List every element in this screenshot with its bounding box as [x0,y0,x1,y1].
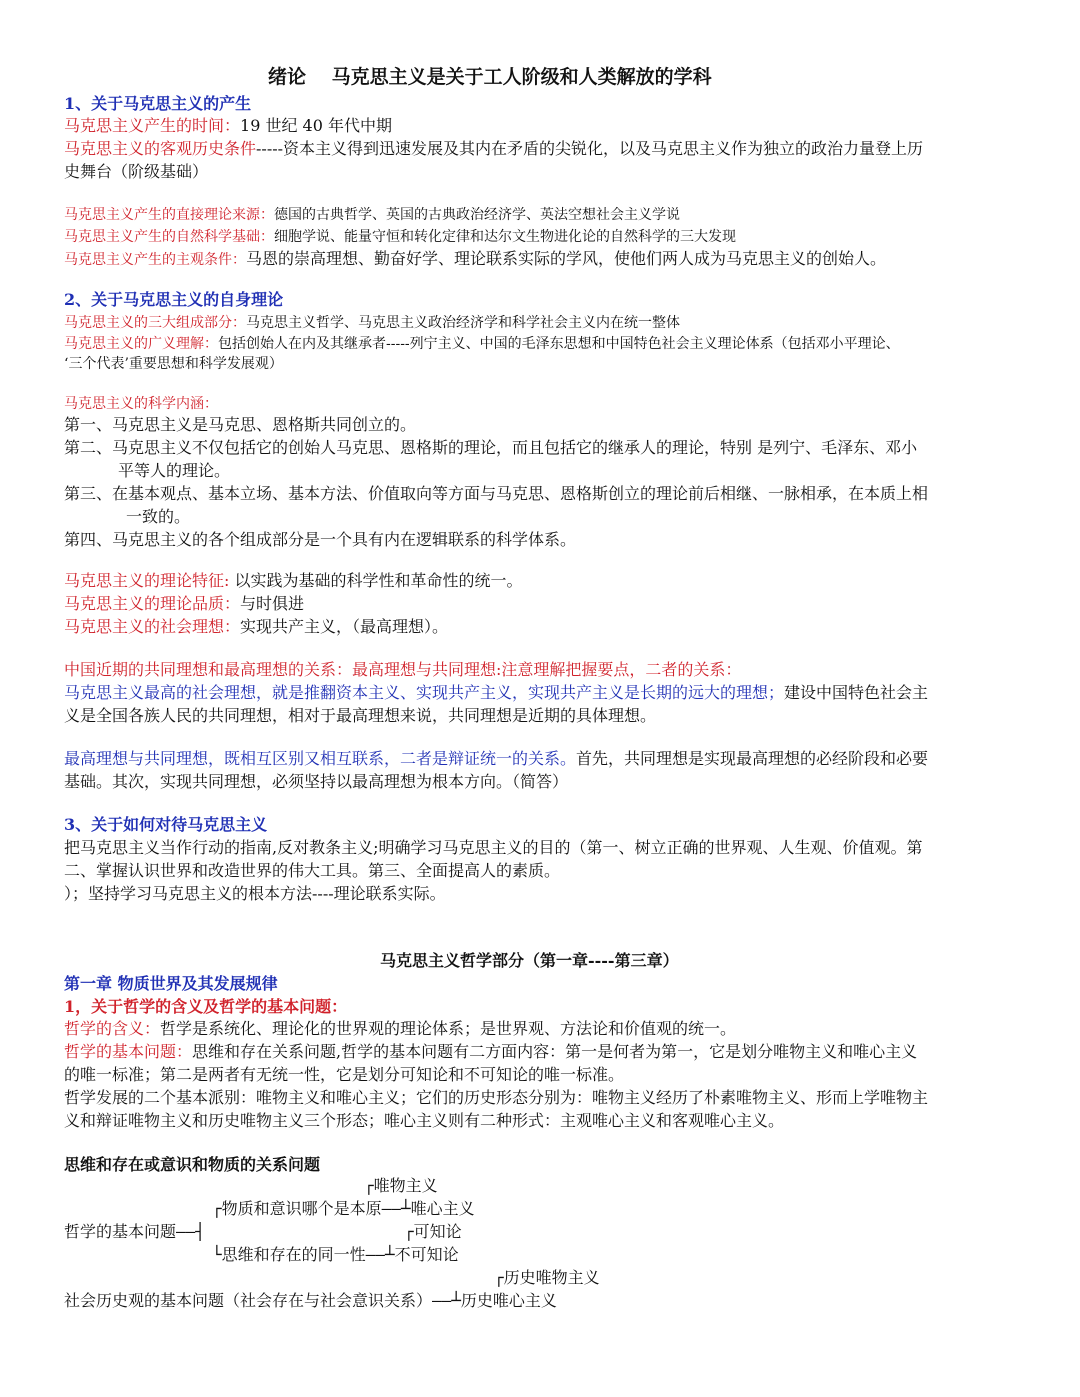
dialectical-unity [64,748,928,770]
theory-quality-value: 与时俱进 [240,594,305,613]
question-1-heading: 1，关于哲学的含义及哲学的基本问题： [64,997,348,1016]
dialectical-unity-cont: 基础。其次，实现共同理想，必须坚持以最高理想为根本方向。（简答） [64,772,569,791]
historical-materialism-node: ┌历史唯物主义 [494,1268,600,1287]
section-2-heading: 2、关于马克思主义的自身理论 [64,290,284,309]
social-ideal-label: 马克思主义的社会理想： [64,617,241,636]
broad-understanding-label: 马克思主义的广义理解： [64,336,218,352]
chapter-1-title: 第一章 物质世界及其发展规律 [64,974,278,993]
subjective-conditions [64,248,886,271]
philosophy-meaning-value: 哲学是系统化、理论化的世界观的理论体系；是世界观、方法论和价值观的统一。 [160,1019,737,1038]
social-ideal-value: 实现共产主义，（最高理想）。 [240,617,449,636]
connotation-point-4: 第四、马克思主义的各个组成部分是一个具有内在逻辑联系的科学体系。 [64,530,577,549]
ideal-relation-cont: 义是全国各族人民的共同理想，相对于最高理想来说，共同理想是近期的具体理想。 [64,706,657,725]
dialectical-unity-blue: 最高理想与共同理想，既相互区别又相互联系，二者是辩证统一的关系。 [64,749,577,768]
three-parts-value: 马克思主义哲学、马克思主义政治经济学和科学社会主义内在统一整体 [246,315,680,331]
historical-materialism-label: 历史唯物主义 [503,1268,600,1287]
relation-diagram-heading: 思维和存在或意识和物质的关系问题 [64,1155,321,1174]
philosophy-meaning-label: 哲学的含义： [64,1019,161,1038]
origin-time [64,115,392,137]
connotation-point-1: 第一、马克思主义是马克思、恩格斯共同创立的。 [64,415,417,434]
basic-question-label: 哲学的基本问题： [64,1042,193,1061]
materialism-label: 唯物主义 [373,1176,438,1195]
ideal-relation [64,682,928,704]
basic-question-root: 哲学的基本问题——┤ [64,1222,205,1241]
scientific-connotation-label: 马克思主义的科学内涵： [64,396,218,412]
historical-idealism-label: 历史唯心主义 [460,1291,557,1310]
subjective-conditions-label: 马克思主义产生的主观条件： [64,252,246,268]
subjective-conditions-value: 马恩的崇高理想、勤奋好学、理论联系实际的学风，使他们两人成为马克思主义的创始人。 [246,249,887,268]
identity-question-node: └思维和存在的同一性——┴不可知论 [212,1245,459,1264]
connotation-point-3: 第三、在基本观点、基本立场、基本方法、价值取向等方面与马克思、恩格斯创立的理论前后相继、一脉相承，在本质上相 [64,484,929,503]
attitude-line-1: 把马克思主义当作行动的指南,反对教条主义;明确学习马克思主义的目的（第一、树立正确的世界观、人生观、价值观。第 [64,838,923,857]
philosophy-schools-cont: 义和辩证唯物主义和历史唯物主义三个形态；唯心主义则有二种形式：主观唯心主义和客观唯心主义。 [64,1111,785,1130]
broad-understanding-value: 包括创始人在内及其继承者-----列宁主义、中国的毛泽东思想和中国特色社会主义理论体系（包括邓小平理论、 [218,336,900,352]
origin-question-node: ┌物质和意识哪个是本原——┴唯心主义 [212,1199,475,1218]
basic-question-root-label: 哲学的基本问题 [64,1222,177,1241]
ideal-relation-heading: 中国近期的共同理想和最高理想的关系：最高理想与共同理想:注意理解把握要点，二者的关系： [64,660,742,679]
theory-feature-value: 以实践为基础的科学性和革命性的统一。 [229,571,523,590]
theory-feature-label: 马克思主义的理论特征: [64,571,230,590]
knowable-label: 可知论 [413,1222,462,1241]
section-1-heading: 1、关于马克思主义的产生 [64,94,252,113]
theory-quality [64,593,304,615]
three-parts [64,312,680,334]
idealism-label: 唯心主义 [410,1199,475,1218]
basic-question-cont: 的唯一标准；第二是两者有无统一性，它是划分可知论和不可知论的唯一标准。 [64,1065,625,1084]
theory-feature [64,570,523,592]
philosophy-section-title: 马克思主义哲学部分（第一章----第三章） [380,951,679,970]
identity-question-label: 思维和存在的同一性 [221,1245,366,1264]
historical-conditions-cont: 史舞台（阶级基础） [64,162,209,181]
attitude-line-3: ）；坚持学习马克思主义的根本方法----理论联系实际。 [64,884,446,903]
science-basis-value: 细胞学说、能量守恒和转化定律和达尔文生物进化论的自然科学的三大发现 [274,229,736,245]
basic-question-value: 思维和存在关系问题,哲学的基本问题有二方面内容：第一是何者为第一，它是划分唯物主义和唯心主义 [192,1042,918,1061]
section-3-heading: 3、关于如何对待马克思主义 [64,815,268,834]
origin-time-label: 马克思主义产生的时间： [64,116,241,135]
knowable-node: ┌可知论 [404,1222,462,1241]
science-basis [64,226,736,248]
philosophy-schools: 哲学发展的二个基本派别：唯物主义和唯心主义；它们的历史形态分别为：唯物主义经历了朴素唯物主义、形而上学唯物主 [64,1088,929,1107]
materialism-node: ┌唯物主义 [364,1176,438,1195]
connotation-point-3-cont: 一致的。 [126,507,191,526]
historical-conditions-label: 马克思主义的客观历史条件 [64,139,257,158]
social-history-root: 社会历史观的基本问题（社会存在与社会意识关系）——┴历史唯心主义 [64,1291,557,1310]
origin-question-label: 物质和意识哪个是本原 [221,1199,382,1218]
broad-understanding-cont: ‘三个代表’重要思想和科学发展观） [64,356,283,372]
philosophy-meaning [64,1018,736,1040]
social-history-root-label: 社会历史观的基本问题（社会存在与社会意识关系） [64,1291,433,1310]
theory-source-value: 德国的古典哲学、英国的古典政治经济学、英法空想社会主义学说 [274,207,680,223]
three-parts-label: 马克思主义的三大组成部分： [64,315,246,331]
dialectical-unity-black: 首先，共同理想是实现最高理想的必经阶段和必要 [576,749,929,768]
historical-conditions [64,138,923,160]
unknowable-label: 不可知论 [394,1245,459,1264]
historical-conditions-value: -----资本主义得到迅速发展及其内在矛盾的尖锐化，以及马克思主义作为独立的政治力量登上历 [256,139,924,158]
ideal-relation-blue: 马克思主义最高的社会理想，就是推翻资本主义、实现共产主义，实现共产主义是长期的远大的理想； [64,683,785,702]
science-basis-label: 马克思主义产生的自然科学基础： [64,229,274,245]
theory-quality-label: 马克思主义的理论品质： [64,594,241,613]
connotation-point-2: 第二、马克思主义不仅包括它的创始人马克思、恩格斯的理论，而且包括它的继承人的理论，特别 是列宁、毛泽东、邓小 [64,438,918,457]
page-title: 绪论 马克思主义是关于工人阶级和人类解放的学科 [268,66,712,88]
ideal-relation-black: 建设中国特色社会主 [784,683,929,702]
relation-diagram [64,1175,624,1315]
basic-question [64,1041,917,1063]
connotation-point-2-cont: 平等人的理论。 [118,461,231,480]
attitude-line-2: 二、掌握认识世界和改造世界的伟大工具。第三、全面提高人的素质。 [64,861,561,880]
social-ideal [64,616,448,638]
origin-time-value: 19 世纪 40 年代中期 [240,116,392,135]
theory-source [64,204,680,226]
broad-understanding [64,333,900,355]
theory-source-label: 马克思主义产生的直接理论来源： [64,207,274,223]
